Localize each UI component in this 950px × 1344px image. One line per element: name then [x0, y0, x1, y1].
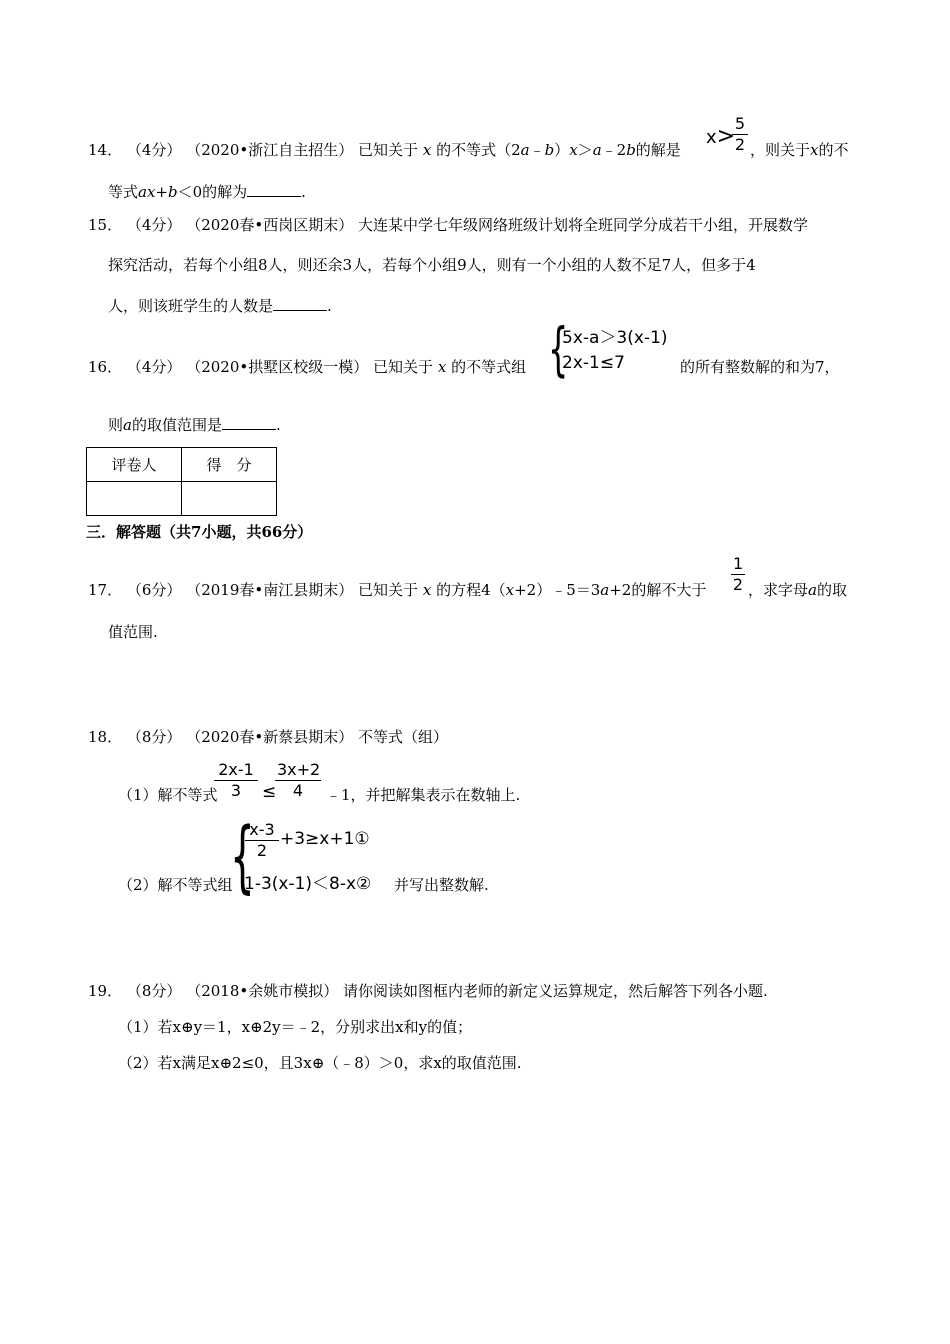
left-brace-icon: {: [548, 315, 569, 383]
left-brace-icon: {: [230, 812, 255, 902]
question-source: （2018•余姚市模拟）: [186, 982, 339, 1000]
q14-line-2: 等式ax+b＜0的解为 .: [108, 183, 306, 201]
q16-system-line-2: 2x-1≤7: [562, 353, 625, 373]
question-source: （2019春•南江县期末）: [186, 581, 354, 599]
question-source: （2020春•新蔡县期末）: [186, 728, 354, 746]
question-score: （4分）: [126, 141, 182, 159]
q18-system-line-1-tail: +3≥x+1①: [280, 829, 370, 849]
answer-blank[interactable]: [273, 296, 327, 311]
question-score: （4分）: [126, 358, 182, 376]
question-source: （2020春•西岗区期末）: [186, 216, 354, 234]
q14-solution-fraction: $\frac{5}{2}$: [732, 114, 748, 155]
q17-fraction: $\frac{1}{2}$: [732, 554, 744, 594]
q15-line-2: 探究活动，若每个小组8人，则还余3人，若每个小组9人，则有一个小组的人数不足7人，但多于4: [108, 256, 756, 274]
score-table: [86, 447, 277, 516]
score-cell[interactable]: [182, 482, 277, 516]
q14-text-after: ，则关于x的不: [750, 141, 849, 159]
answer-blank[interactable]: [222, 415, 276, 430]
q15-line-3: 人，则该班学生的人数是 .: [108, 297, 332, 315]
q18-system-line-2: 1-3(x-1)＜8-x②: [244, 874, 372, 894]
question-number: 17．: [88, 581, 123, 599]
q14-solution-inequality: x>: [706, 124, 736, 149]
question-score: （4分）: [126, 216, 182, 234]
q17-text-after: ，求字母a的取: [748, 581, 847, 599]
question-number: 15．: [88, 216, 123, 234]
question-16: 16． （4分） （2020•拱墅区校级一模） 已知关于 x 的不等式组: [88, 358, 527, 376]
question-score: （8分）: [126, 982, 182, 1000]
question-number: 18．: [88, 728, 123, 746]
q18-part-2-tail: 并写出整数解.: [394, 876, 489, 894]
q16-text-after: 的所有整数解的和为7，: [680, 358, 840, 376]
grader-header: 评卷人: [87, 448, 182, 482]
answer-blank[interactable]: [247, 182, 301, 197]
question-score: （6分）: [126, 581, 182, 599]
question-18: 18． （8分） （2020春•新蔡县期末） 不等式（组）: [88, 728, 449, 746]
question-number: 19．: [88, 982, 123, 1000]
q16-line-2: 则a的取值范围是 .: [108, 416, 281, 434]
question-source: （2020•拱墅区校级一模）: [186, 358, 369, 376]
q18-le-sign: ≤: [262, 782, 277, 802]
q18-part-2-label: （2）解不等式组: [118, 876, 233, 894]
q19-part-2: （2）若x满足x⊕2≤0，且3x⊕（﹣8）＞0，求x的取值范围.: [118, 1054, 522, 1072]
question-number: 14．: [88, 141, 123, 159]
grader-cell[interactable]: [87, 482, 182, 516]
q18-fraction-3: $\frac{x-3}{2}$: [245, 820, 279, 861]
q16-system-line-1: 5x-a＞3(x-1): [562, 328, 668, 348]
question-17: 17． （6分） （2019春•南江县期末） 已知关于 x 的方程4（x+2）﹣5＝3a+2的解不大于: [88, 581, 707, 599]
q18-fraction-2: $\frac{3x+2}{4}$: [277, 760, 321, 800]
q18-part-1-label: （1）解不等式: [118, 786, 218, 804]
question-score: （8分）: [126, 728, 182, 746]
q17-line-2: 值范围.: [108, 623, 158, 641]
question-number: 16．: [88, 358, 123, 376]
question-14: 14． （4分） （2020•浙江自主招生） 已知关于 x 的不等式（2a﹣b）x＞a﹣2b的解是: [88, 141, 681, 159]
q18-part-1-tail: ﹣1，并把解集表示在数轴上.: [326, 786, 521, 804]
q19-part-1: （1）若x⊕y＝1，x⊕2y＝﹣2，分别求出x和y的值；: [118, 1018, 473, 1036]
question-19: 19． （8分） （2018•余姚市模拟） 请你阅读如图框内老师的新定义运算规定，然后解答下列各小题.: [88, 982, 768, 1000]
score-header: 得 分: [182, 448, 277, 482]
q18-fraction-1: $\frac{2x-1}{3}$: [214, 760, 258, 801]
question-15: 15． （4分） （2020春•西岗区期末） 大连某中学七年级网络班级计划将全班同学分成若干小组，开展数学: [88, 216, 809, 234]
section-heading: 三．解答题（共7小题，共66分）: [86, 523, 313, 541]
question-source: （2020•浙江自主招生）: [186, 141, 354, 159]
